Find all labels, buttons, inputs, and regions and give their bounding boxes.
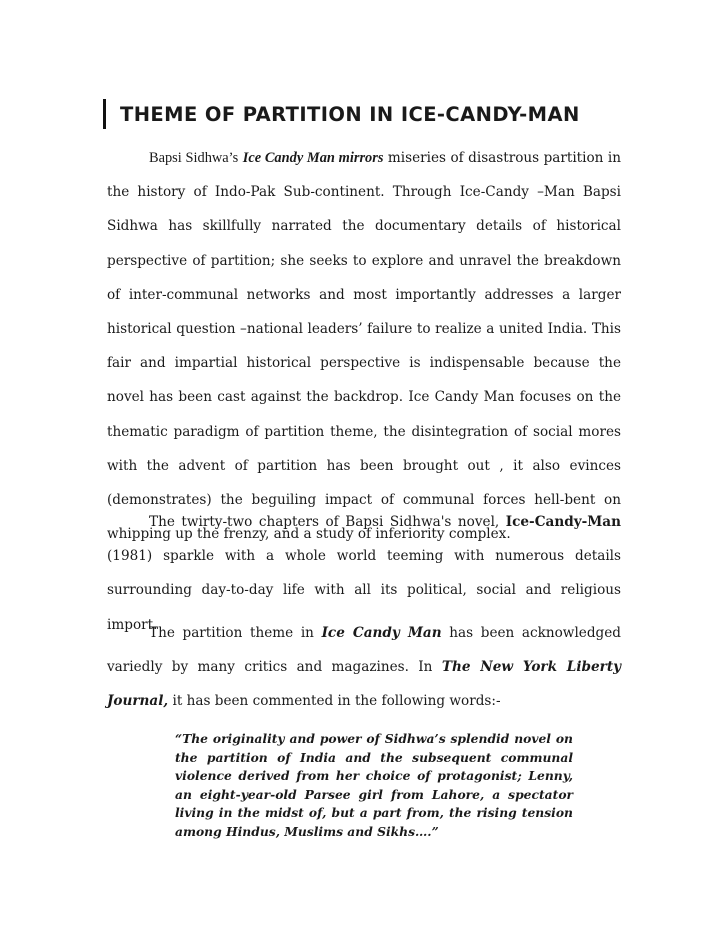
book-title-bold-italic: Ice Candy Man [321,625,442,641]
block-quote: “The originality and power of Sidhwa’s splendid novel on the partition of India and the subsequent communal violence derived from her choice of protagonist; Lenny, an eight-year-old Parsee girl from Lahore, a spectator living in the midst of, but a part from, the rising tension among Hindus, Muslims and Sikhs….” [175,731,573,839]
paragraph-intro [107,141,621,551]
paragraph-chapters-text-after: (1981) sparkle with a whole world teeming with numerous details surrounding day-to-day life with all its political, social and religious import. [107,548,621,633]
paragraph-critics [107,616,621,719]
book-title-emphasis: Ice Candy Man mirrors [242,150,384,166]
paragraph-chapters-text-before: The twirty-two chapters of Bapsi Sidhwa's novel, [149,514,500,530]
journal-name: The New York Liberty Journal, [107,659,622,710]
author-lead: Bapsi Sidhwa’s [149,150,239,166]
paragraph-critics-text-middle: has been acknowledged variedly by many critics and magazines. In [107,625,621,676]
paragraph-critics-text-before: The partition theme in [149,625,314,641]
paragraph-intro-text: miseries of disastrous partition in the history of Indo-Pak Sub-continent. Through Ice-Candy –Man Bapsi Sidhwa has skillfully narrated the documentary details of historical perspective of partition; she seeks to explore and unravel the breakdown of inter-communal networks and most importantly addresses a larger historical question –national leaders’ failure to realize a united India. This fair and impartial historical perspective is indispensable because the novel has been cast against the backdrop. Ice Candy Man focuses on the thematic paradigm of partition theme, the disintegration of social mores with the advent of partition has been brought out , it also evinces (demonstrates) the beguiling impact of communal forces hell-bent on whipping up the frenzy, and a study of inferiority complex. [107,150,621,543]
book-title-bold: Ice-Candy-Man [505,514,621,530]
paragraph-critics-text-after: it has been commented in the following words:- [172,693,501,710]
heading-rule [103,99,106,129]
page-title: THEME OF PARTITION IN ICE-CANDY-MAN [120,103,580,126]
